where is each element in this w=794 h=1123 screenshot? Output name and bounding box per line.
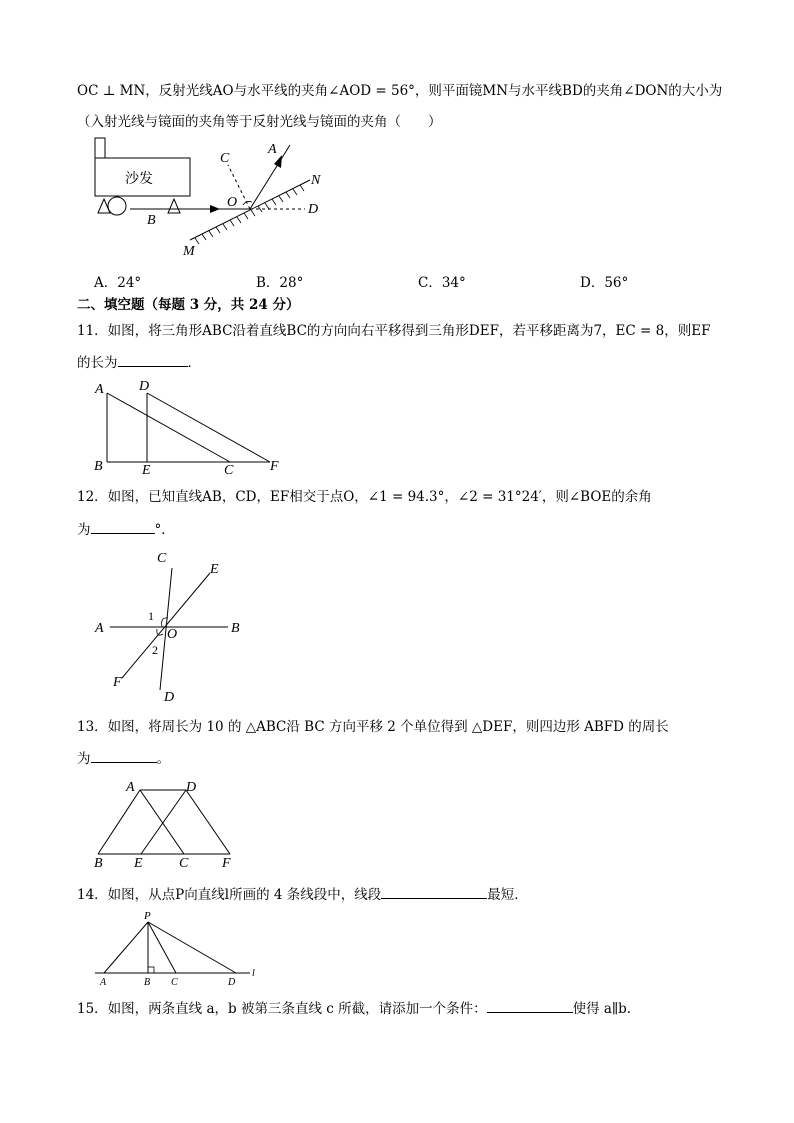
q12-label-B: B: [231, 621, 240, 636]
q13-prefix: 为: [77, 751, 91, 767]
q11-label-B: B: [94, 459, 103, 474]
q10-text-line1: OC ⊥ MN，反射光线AO与水平线的夹角∠AOD = 56°，则平面镜MN与水平线BD的夹角∠DON的大小为: [77, 83, 723, 99]
q11-suffix: ．: [187, 355, 201, 371]
q12-prefix: 为: [77, 522, 91, 538]
q12-angle-2: 2: [152, 643, 158, 657]
q12-text-line1: 12．如图，已知直线AB，CD，EF相交于点O，∠1 = 94.3°，∠2 = 31°24′，则∠BOE的余角: [77, 489, 652, 505]
q12-suffix: °．: [154, 522, 175, 538]
q12-label-C: C: [157, 551, 167, 566]
q11-label-D: D: [139, 379, 150, 394]
q11-label-F: F: [270, 459, 279, 474]
choice-c[interactable]: C．34°: [418, 275, 466, 291]
q14-label-D: D: [228, 977, 236, 988]
q13-label-F: F: [222, 856, 231, 871]
q11-label-A: A: [95, 382, 104, 397]
q11-text-line1: 11．如图，将三角形ABC沿着直线BC的方向向右平移得到三角形DEF，若平移距离为7，EC = 8，则EF: [77, 323, 711, 339]
q14-label-C: C: [171, 977, 178, 988]
q10-label-M: M: [183, 244, 195, 259]
q10-label-A: A: [268, 142, 277, 157]
q10-label-B: B: [147, 213, 156, 228]
q12-label-A: A: [95, 621, 104, 636]
q15-answer-blank[interactable]: [487, 998, 573, 1013]
q13-suffix: 。: [156, 751, 170, 767]
q13-label-B: B: [94, 856, 103, 871]
q12-label-F: F: [113, 675, 122, 690]
q15-prefix: 15．如图，两条直线 a，b 被第三条直线 c 所截，请添加一个条件：: [77, 1001, 487, 1017]
q13-label-E: E: [134, 856, 143, 871]
q13-text-line1: 13．如图，将周长为 10 的 △ABC沿 BC 方向平移 2 个单位得到 △DEF，则四边形 ABFD 的周长: [77, 719, 669, 735]
q12-angle-1: 1: [148, 609, 154, 623]
q10-label-N: N: [311, 173, 321, 188]
q13-label-A: A: [126, 780, 135, 795]
q10-label-O: O: [227, 195, 238, 210]
q15-suffix: 使得 a∥b.: [572, 1001, 632, 1017]
section-heading: 二、填空题（每题 3 分，共 24 分）: [77, 297, 300, 313]
q10-label-D: D: [308, 202, 319, 217]
q10-text-line2: （入射光线与镜面的夹角等于反射光线与镜面的夹角（ ）: [77, 114, 442, 130]
q14-label-B: B: [144, 977, 151, 988]
q14-suffix: 最短．: [487, 887, 528, 903]
sofa-label: 沙发: [125, 171, 153, 187]
q15-text: [77, 998, 631, 1018]
q11-prefix: 的长为: [77, 355, 118, 371]
q12-label-D: D: [164, 690, 175, 705]
q14-label-A: A: [100, 977, 107, 988]
q14-prefix: 14．如图，从点P向直线l所画的 4 条线段中，线段: [77, 887, 382, 903]
q11-label-C: C: [224, 463, 234, 478]
choice-b[interactable]: B．28°: [256, 275, 304, 291]
q12-label-O: O: [167, 627, 178, 642]
choice-a[interactable]: A．24°: [94, 275, 142, 291]
q14-label-P: P: [144, 910, 151, 922]
q13-label-C: C: [179, 856, 189, 871]
q12-label-E: E: [210, 562, 219, 577]
q11-label-E: E: [142, 463, 151, 478]
choice-d[interactable]: D．56°: [580, 275, 629, 291]
q13-label-D: D: [186, 780, 197, 795]
q10-label-C: C: [220, 151, 230, 166]
q14-label-l: l: [252, 968, 255, 979]
